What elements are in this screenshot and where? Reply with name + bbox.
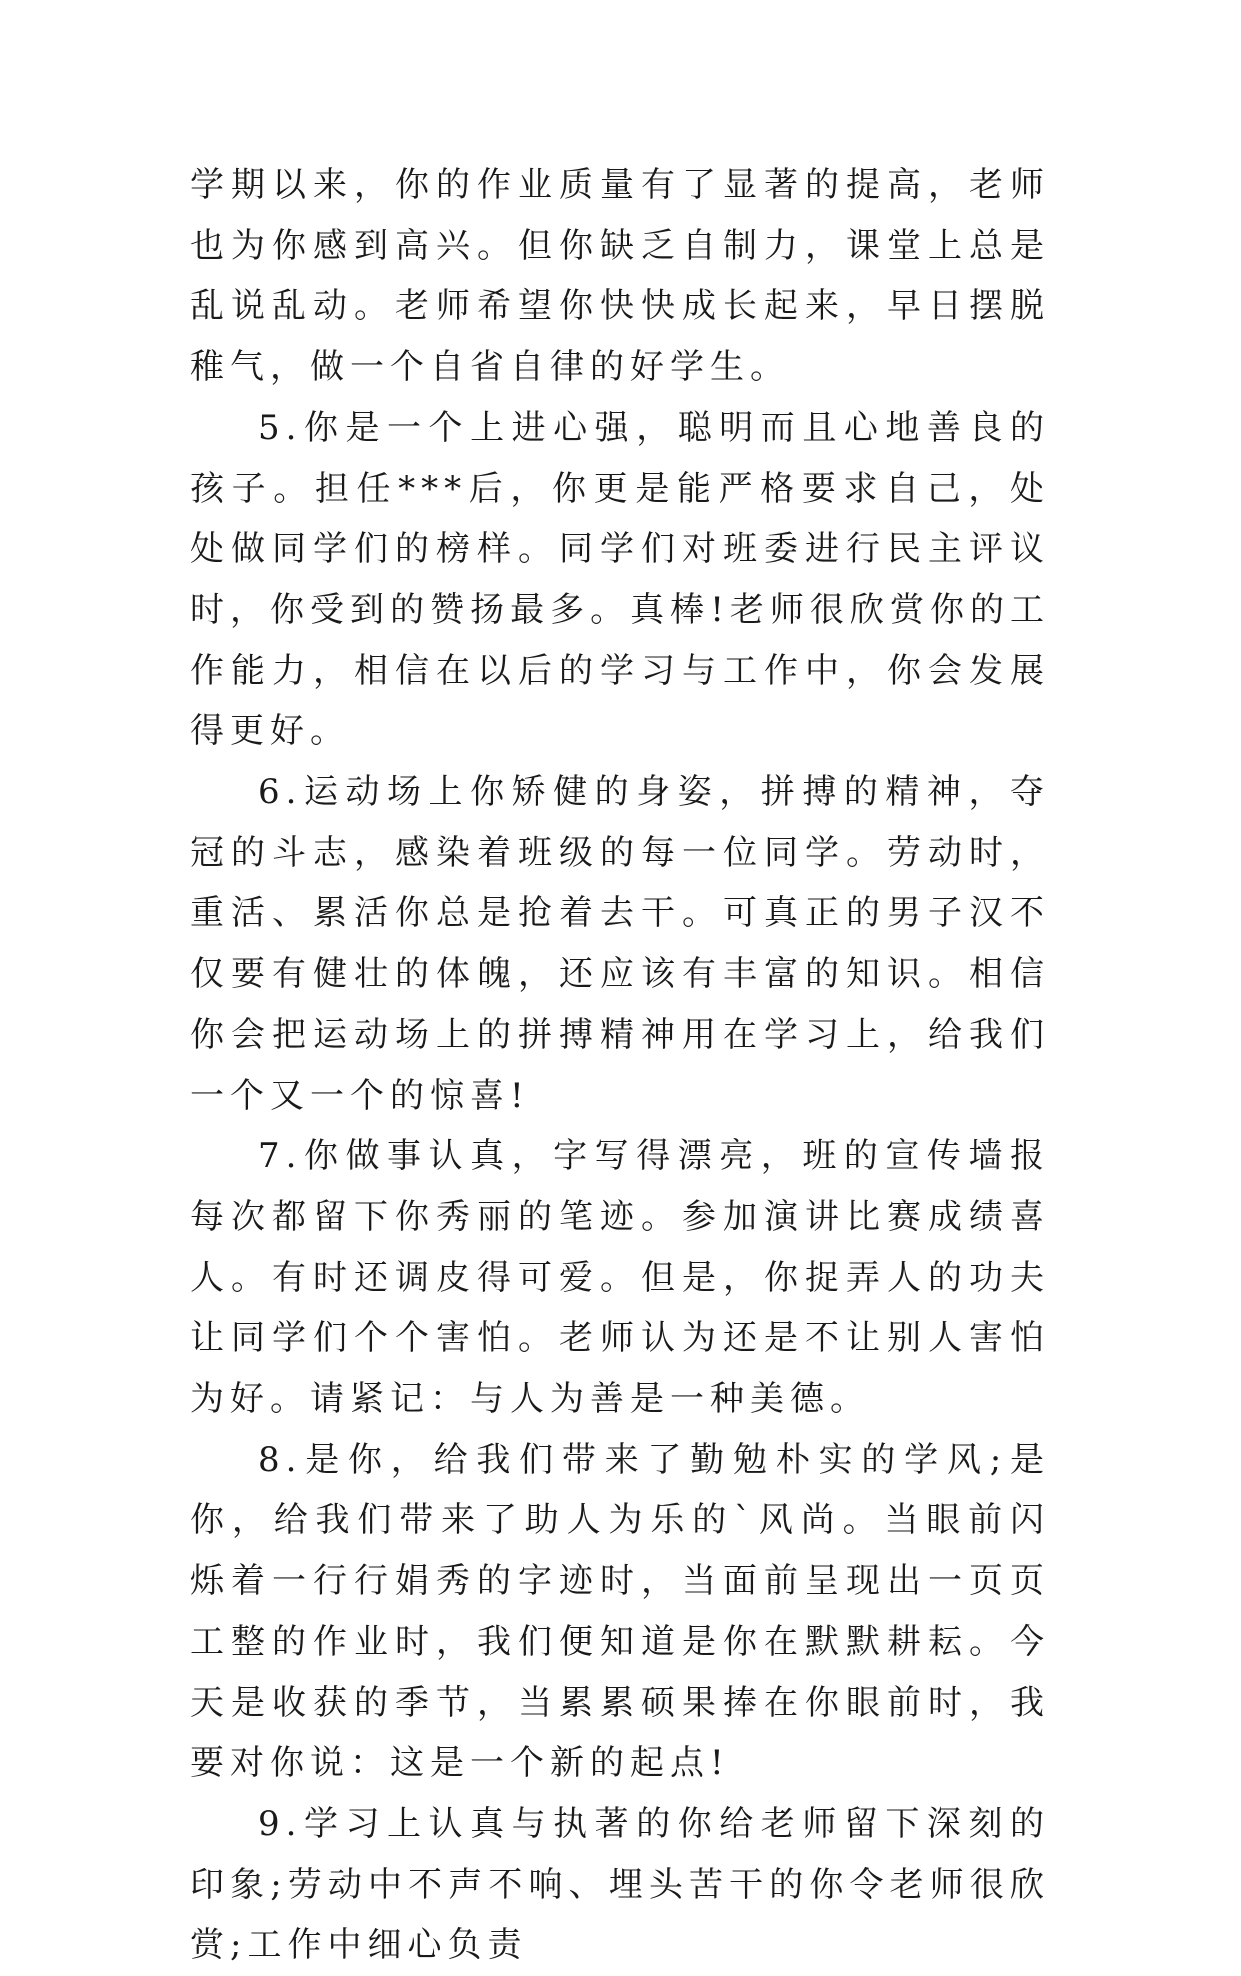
document-body (190, 155, 1050, 1976)
paragraph-item-7: 7.你做事认真，字写得漂亮，班的宣传墙报每次都留下你秀丽的笔迹。参加演讲比赛成绩喜人。有时还调皮得可爱。但是，你捉弄人的功夫让同学们个个害怕。老师认为还是不让别人害怕为好。请紧记：与人为善是一种美德。 (190, 1136, 1050, 1420)
paragraph-item-6: 6.运动场上你矫健的身姿，拼搏的精神，夺冠的斗志，感染着班级的每一位同学。劳动时，重活、累活你总是抢着去干。可真正的男子汉不仅要有健壮的体魄，还应该有丰富的知识。相信你会把运动场上的拼搏精神用在学习上，给我们一个又一个的惊喜! (190, 772, 1050, 1116)
paragraph-item-5: 5.你是一个上进心强，聪明而且心地善良的孩子。担任***后，你更是能严格要求自己，处处做同学们的榜样。同学们对班委进行民主评议时，你受到的赞扬最多。真棒!老师很欣赏你的工作能力，相信在以后的学习与工作中，你会发展得更好。 (190, 407, 1050, 752)
paragraph-continued: 学期以来，你的作业质量有了显著的提高，老师也为你感到高兴。但你缺乏自制力，课堂上总是乱说乱动。老师希望你快快成长起来，早日摆脱稚气，做一个自省自律的好学生。 (190, 165, 1050, 388)
paragraph-item-8: 8.是你，给我们带来了勤勉朴实的学风;是你，给我们带来了助人为乐的`风尚。当眼前闪烁着一行行娟秀的字迹时，当面前呈现出一页页工整的作业时，我们便知道是你在默默耕耘。今天是收获的季节，当累累硕果捧在你眼前时，我要对你说：这是一个新的起点! (190, 1439, 1050, 1784)
paragraph-item-9: 9.学习上认真与执著的你给老师留下深刻的印象;劳动中不声不响、埋头苦干的你令老师很欣赏;工作中细心负责 (190, 1803, 1050, 1966)
